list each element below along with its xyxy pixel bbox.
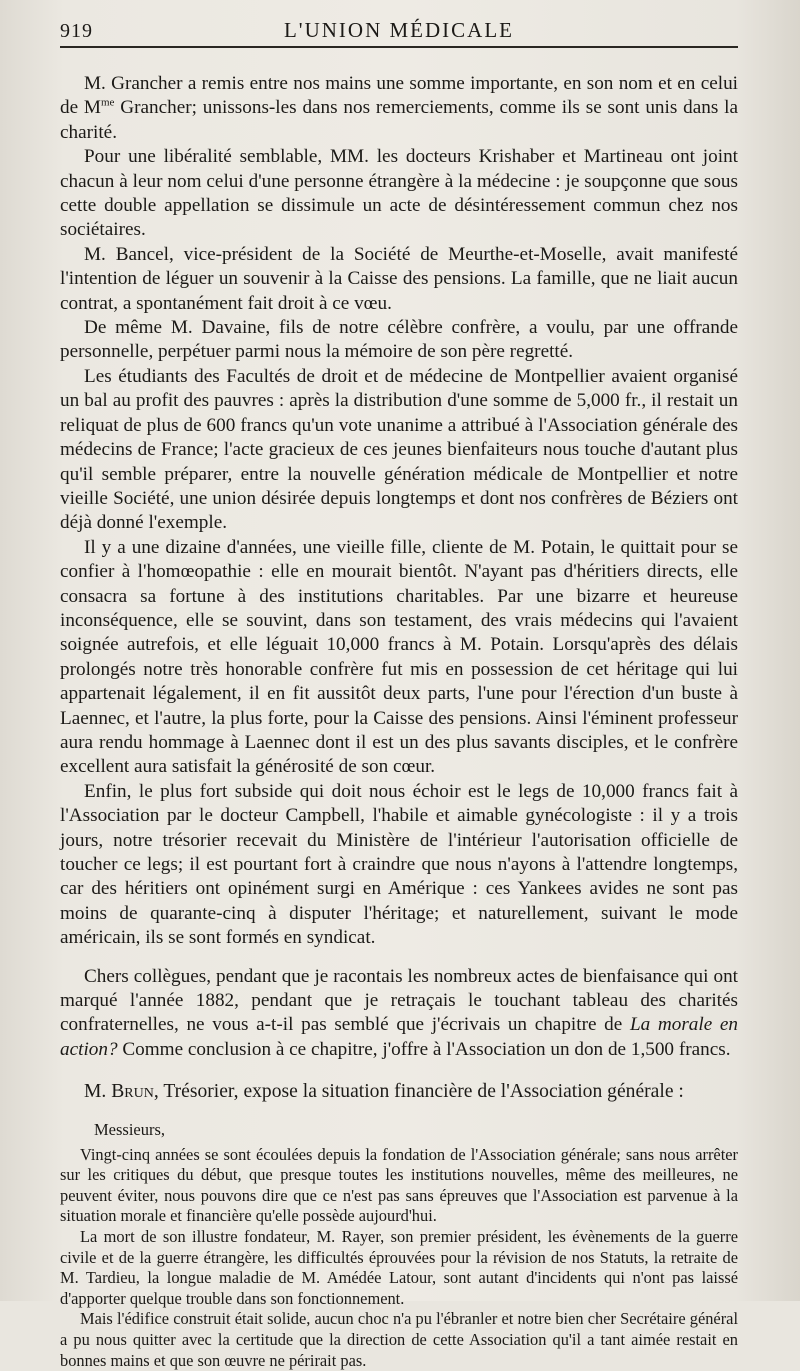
paragraph-bancel: M. Bancel, vice-président de la Société de Meurthe-et-Moselle, avait manifesté l'intention de léguer un souvenir à la Caisse des pensions. La famille, que ne liait aucun contrat, a spontanément fait droit à ce vœu.: [60, 243, 738, 314]
running-title: L'UNION MÉDICALE: [283, 18, 514, 42]
speech-salutation: Messieurs,: [94, 1119, 166, 1139]
paragraph-grancher: M. Grancher a remis entre nos mains une somme importante, en son nom et en celui de $M^{me}$ Grancher; unissons-les dans nos remerciements, comme ils se sont unis dans la charité.: [60, 73, 738, 143]
paragraph-campbell: Enfin, le plus fort subside qui doit nous échoir est le legs de 10,000 francs fait à l'Association par le docteur Campbell, l'habile et aimable gynécologiste : il y a trois jours, notre trésorier recevait du Ministère de l'intérieur l'autorisation officielle de toucher ce legs; il est pourtant fort à craindre que nous n'ayons à l'attendre longtemps, car des héritiers ont opinément surgi en Amérique : ces Yankees avides ne sont pas moins de quarante-cinq à disputer l'héritage; et naturellement, suivant le mode américain, ils se sont formés en syndicat.: [60, 780, 738, 949]
page-header: [60, 12, 738, 48]
treasurer-speech: [60, 1119, 738, 1371]
speaker-name: Brun: [111, 1081, 154, 1103]
treasurer-intro: M. Brun, Trésorier, expose la situation financière de l'Association générale :: [84, 1081, 684, 1103]
paragraph-davaine: De même M. Davaine, fils de notre célèbre confrère, a voulu, par une offrande personnelle, perpétuer parmi nous la mémoire de son père regretté.: [60, 317, 738, 363]
paragraph-potain: Il y a une dizaine d'années, une vieille fille, cliente de M. Potain, le quittait pour se confier à l'homœopathie : elle en mourait bientôt. N'ayant pas d'héritiers directs, elle consacra sa fortune à des institutions charitables. Par une bizarre et heureuse inconséquence, elle se souvint, dans son testament, des vrais médecins qui l'avaient soignée autrefois, et elle léguait 10,000 francs à M. Potain. Lorsqu'après des délais prolongés notre très honorable confrère fut mis en possession de cet héritage qui lui appartenait légalement, il en fit aussitôt deux parts, l'une pour l'érection d'un buste à Laennec, et l'autre, la plus forte, pour la Caisse des pensions. Ainsi l'éminent professeur aura rendu hommage à Laennec dont il est un des plus savants disciples, et le confrère excellent aura satisfait la générosité de son cœur.: [60, 536, 738, 778]
paragraph-krishaber: Pour une libéralité semblable, MM. les docteurs Krishaber et Martineau ont joint chacun à leur nom celui d'une personne étrangère à la médecine : je soupçonne que sous cette double appellation se dissimule un acte de désintéressement commun chez nos sociétaires.: [60, 146, 738, 241]
paragraph-montpellier: Les étudiants des Facultés de droit et de médecine de Montpellier avaient organisé un bal au profit des pauvres : après la distribution d'une somme de 5,000 fr., il restait un reliquat de plus de 600 francs qu'un vote unanime a attribué à l'Association générale des médecins de France; l'acte gracieux de ces jeunes bienfaiteurs nous touche d'autant plus qu'il semble préparer, entre la nouvelle génération médicale de Montpellier et notre vieille Société, une union désirée depuis longtemps et dont nos confrères de Béziers ont déjà donné l'exemple.: [60, 365, 738, 534]
speech-paragraph-2: La mort de son illustre fondateur, M. Rayer, son premier président, les évènements de la guerre civile et de la guerre étrangère, les difficultés éprouvées pour la révision de nos Statuts, la retraite de M. Tardieu, la longue maladie de M. Amédée Latour, sont autant d'incidents qui n'ont pas laissé d'apporter quelque trouble dans son fonctionnement.: [60, 1227, 738, 1308]
speech-paragraph-3: Mais l'édifice construit était solide, aucun choc n'a pu l'ébranler et notre bien cher Secrétaire général a pu nous quitter avec la certitude que la direction de cette Association qu'il a tant aimée restait en bonnes mains et que son œuvre ne périrait pas.: [60, 1309, 738, 1370]
page-number: 919: [60, 20, 93, 42]
speech-paragraph-1: Vingt-cinq années se sont écoulées depuis la fondation de l'Association générale; sans nous arrêter sur les critiques du début, que presque toutes les institutions nouvelles, même des meilleures, ne peuvent éviter, nous pouvons dire que ce n'est pas sans épreuves que l'Association est parvenue à la situation morale et financière qu'elle possède aujourd'hui.: [60, 1144, 738, 1226]
main-text: [60, 72, 738, 1105]
paragraph-conclusion: Chers collègues, pendant que je racontais les nombreux actes de bienfaisance qui ont marqué l'année 1882, pendant que je retraçais le touchant tableau des charités confraternelles, ne vous a-t-il pas semblé que j'écrivais un chapitre de La morale en action? Comme conclusion à ce chapitre, j'offre à l'Association un don de 1,500 francs.: [60, 965, 739, 1060]
